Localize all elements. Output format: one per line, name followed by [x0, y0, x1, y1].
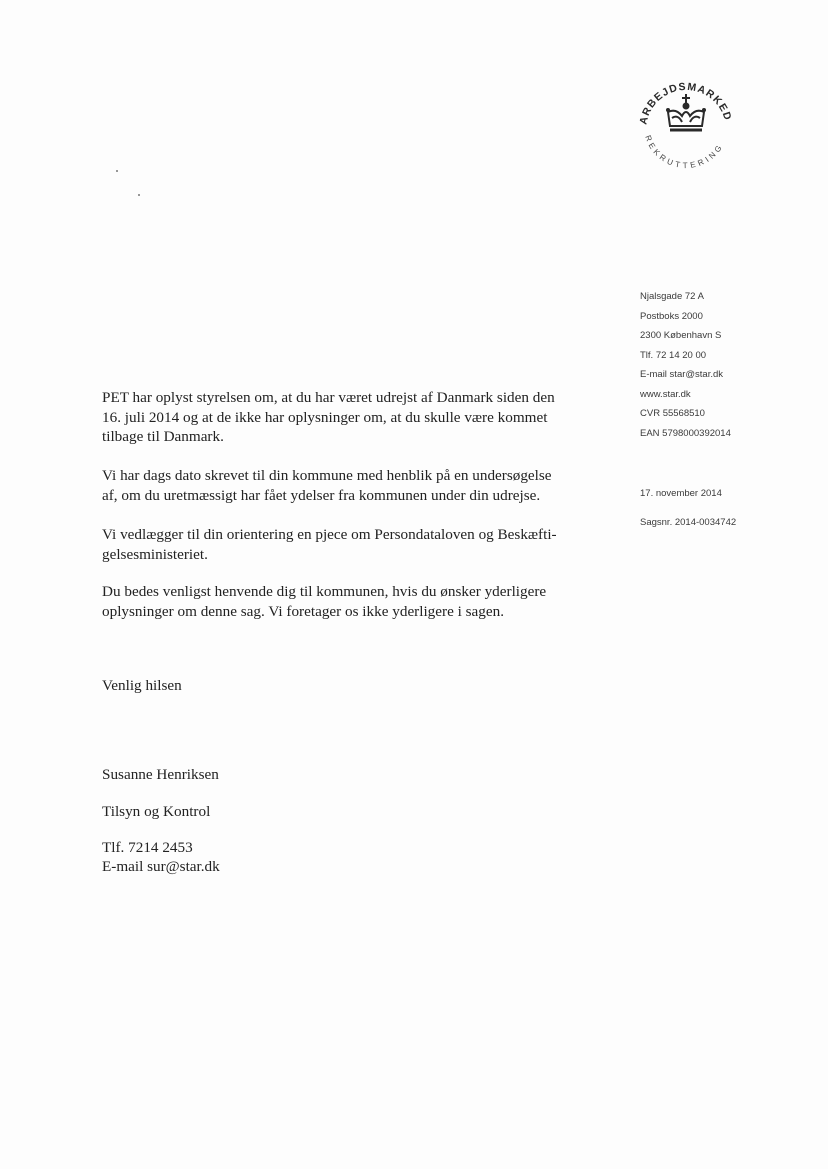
- svg-text:ARBEJDSMARKED: ARBEJDSMARKED: [637, 80, 734, 126]
- sender-email: E-mail star@star.dk: [640, 369, 724, 380]
- sender-city: 2300 København S: [640, 330, 722, 341]
- sender-address-block: [640, 287, 731, 443]
- letter-date: 17. november 2014: [640, 488, 722, 499]
- body-paragraph: [102, 466, 602, 505]
- body-line: 16. juli 2014 og at de ikke har oplysninger om, at du skulle være kommet: [102, 408, 548, 426]
- body-paragraph: [102, 388, 602, 447]
- body-line: Vi vedlægger til din orientering en pjece om Persondataloven og Beskæfti-: [102, 526, 557, 543]
- body-line: oplysninger om denne sag. Vi foretager os ikke yderligere i sagen.: [102, 602, 505, 620]
- signature-department: Tilsyn og Kontrol: [102, 803, 211, 820]
- body-line: af, om du uretmæssigt har fået ydelser fra kommunen under din udrejse.: [102, 486, 541, 504]
- signature-name: Susanne Henriksen: [102, 766, 219, 783]
- agency-seal-logo: [630, 68, 742, 180]
- body-paragraph: [102, 582, 602, 621]
- body-line: Vi har dags dato skrevet til din kommune med henblik på en undersøgelse: [102, 467, 552, 484]
- sender-pobox: Postboks 2000: [640, 310, 703, 322]
- paper-speck: [138, 194, 140, 196]
- signature-phone: Tlf. 7214 2453: [102, 839, 193, 856]
- crown-seal-icon: [630, 68, 742, 180]
- body-line: gelsesministeriet.: [102, 545, 208, 563]
- sender-phone: Tlf. 72 14 20 00: [640, 349, 707, 361]
- signature-email: E-mail sur@star.dk: [102, 858, 220, 875]
- body-line: tilbage til Danmark.: [102, 428, 224, 445]
- case-number: Sagsnr. 2014-0034742: [640, 517, 737, 528]
- svg-text:REKRUTTERING: REKRUTTERING: [643, 134, 726, 171]
- body-line: Du bedes venligst henvende dig til kommunen, hvis du ønsker yderligere: [102, 583, 547, 600]
- sender-ean: EAN 5798000392014: [640, 427, 731, 439]
- body-paragraph: [102, 525, 602, 564]
- sender-website: www.star.dk: [640, 388, 691, 400]
- paper-speck: [116, 170, 118, 172]
- sender-cvr: CVR 55568510: [640, 408, 705, 419]
- sender-street: Njalsgade 72 A: [640, 291, 704, 302]
- body-line: PET har oplyst styrelsen om, at du har været udrejst af Danmark siden den: [102, 389, 555, 406]
- closing-greeting: Venlig hilsen: [102, 677, 182, 694]
